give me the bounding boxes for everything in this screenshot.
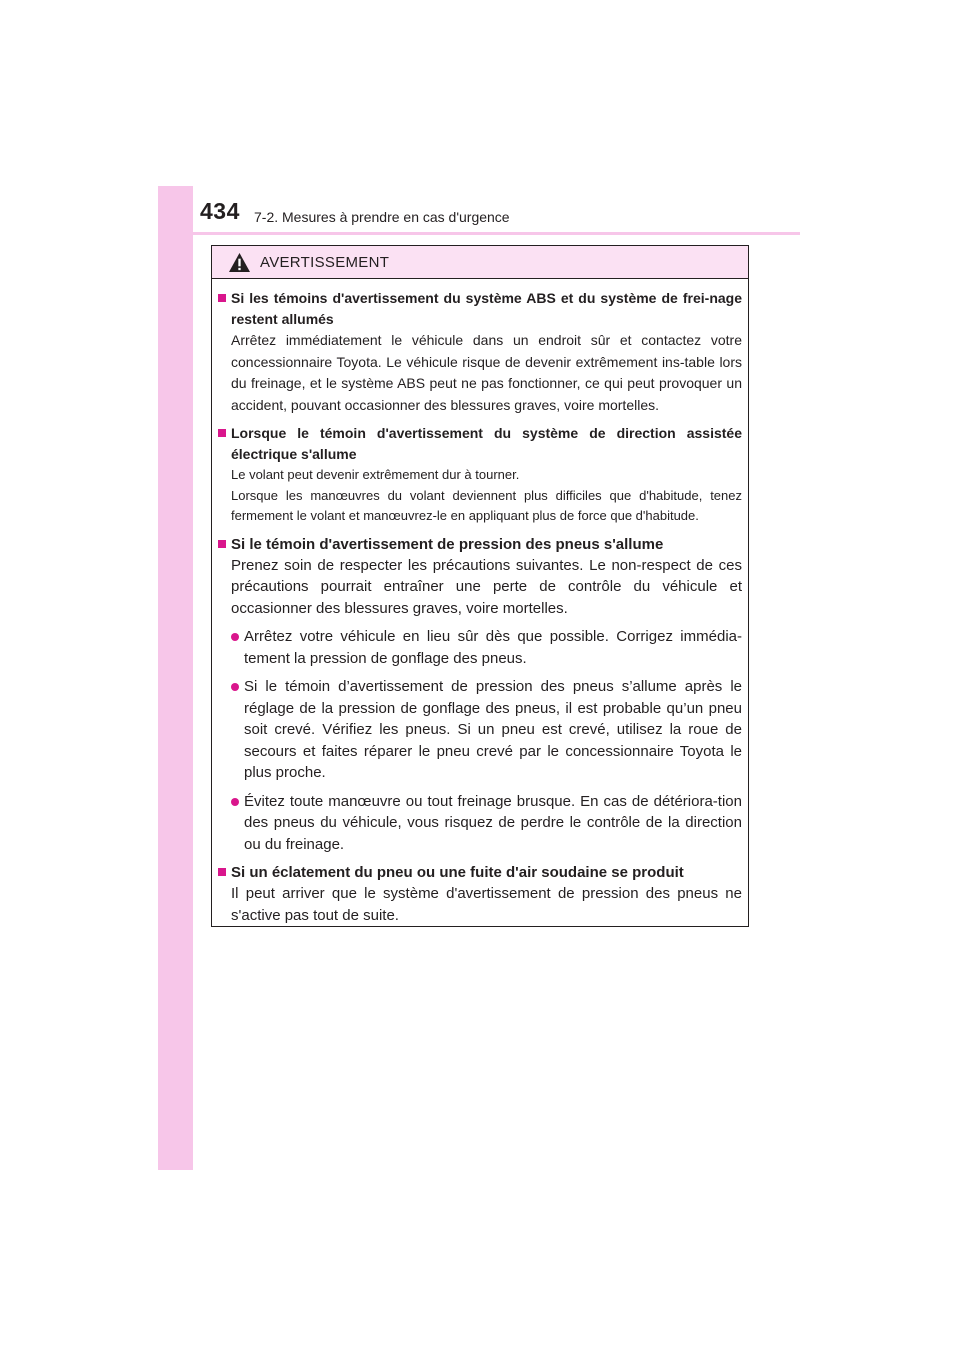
header-rule: [193, 232, 800, 235]
item-heading: Si le témoin d'avertissement de pression des pneus s'allume: [231, 535, 664, 553]
square-bullet-icon: [218, 294, 226, 302]
warning-item-tire-pressure: [216, 534, 742, 856]
item-text: Lorsque les manœuvres du volant deviennent plus difficiles que d'habitude, tenez fermement le volant et manœuvrez-le en appliquant plus de force que d'habitude.: [231, 487, 742, 523]
warning-triangle-icon: [228, 252, 251, 273]
item-text: Le volant peut devenir extrêmement dur à tourner.: [231, 467, 520, 482]
warning-item-steering: [216, 423, 742, 527]
warning-box: [211, 245, 749, 927]
page-number: 434: [200, 198, 240, 224]
square-bullet-icon: [218, 429, 226, 437]
round-bullet-icon: [231, 683, 239, 691]
item-heading: Si un éclatement du pneu ou une fuite d'air soudaine se produit: [231, 864, 684, 881]
round-bullet-icon: [231, 633, 239, 641]
warning-item-blowout: [216, 862, 742, 926]
item-heading: Lorsque le témoin d'avertissement du système de direction assistée électrique s'allume: [231, 425, 742, 462]
square-bullet-icon: [218, 540, 226, 548]
round-bullet-icon: [231, 798, 239, 806]
list-item: Arrêtez votre véhicule en lieu sûr dès que possible. Corrigez immédia-tement la pression de gonflage des pneus.: [231, 626, 742, 669]
chapter-side-strip: [158, 186, 193, 1170]
item-text: Il peut arriver que le système d'avertissement de pression des pneus ne s'active pas tout de suite.: [231, 885, 742, 924]
square-bullet-icon: [218, 868, 226, 876]
warning-header: [212, 246, 748, 279]
item-heading: Si les témoins d'avertissement du système ABS et du système de frei-nage restent allumés: [231, 290, 742, 327]
warning-item-abs: [216, 288, 742, 416]
section-title: 7-2. Mesures à prendre en cas d'urgence: [254, 209, 510, 225]
list-item: Évitez toute manœuvre ou tout freinage brusque. En cas de détériora-tion des pneus du véhicule, vous risquez de perdre le contrôle de la direction ou du freinage.: [231, 791, 742, 856]
warning-body: [212, 279, 748, 926]
list-item: Si le témoin d’avertissement de pression des pneus s’allume après le réglage de la pression de gonflage des pneus, il est probable qu’un pneu soit crevé. Vérifiez les pneus. Si un pneu est crevé, utilisez la roue de secours et faites réparer le pneu crevé par le concessionnaire Toyota le plus proche.: [231, 676, 742, 784]
item-text: Prenez soin de respecter les précautions suivantes. Le non-respect de ces précautions pourrait entraîner une perte de contrôle du véhicule et occasionner des blessures graves, voire mortelles.: [231, 556, 742, 617]
warning-title: AVERTISSEMENT: [260, 253, 390, 271]
item-text: Arrêtez immédiatement le véhicule dans un endroit sûr et contactez votre concessionnaire Toyota. Le véhicule risque de devenir extrêmement ins-table lors du freinage, et le système ABS peut ne pas fonctionner, ce qui peut provoquer un accident, pouvant occasionner des blessures graves, voire mortelles.: [231, 332, 742, 413]
